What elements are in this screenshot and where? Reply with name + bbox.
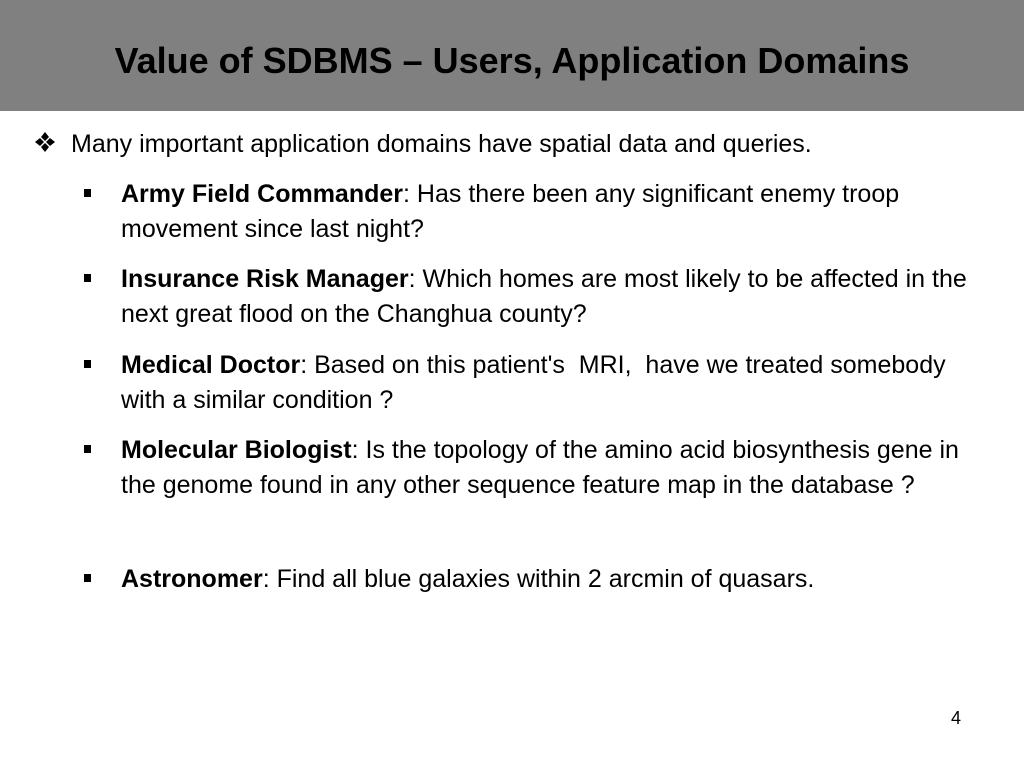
role-label: Molecular Biologist (121, 436, 352, 464)
list-item-text (121, 433, 991, 502)
separator: : (300, 351, 308, 379)
separator: : (403, 180, 410, 208)
title-bar (0, 0, 1024, 111)
role-label: Army Field Commander (121, 180, 404, 208)
role-question: Is the topology of the amino acid biosynthesis gene in the genome found in any other sequence feature map in the database ? (121, 436, 959, 499)
role-question: Which homes are most likely to be affected in the next great flood on the Changhua county? (121, 265, 967, 328)
role-label: Insurance Risk Manager (121, 265, 409, 293)
square-bullet-icon (84, 274, 91, 282)
square-bullet-icon (84, 360, 91, 368)
list-item-text (121, 562, 991, 597)
role-question: Find all blue galaxies within 2 arcmin of quasars. (269, 565, 815, 593)
square-bullet-icon (84, 574, 91, 582)
list-item-text (121, 177, 991, 246)
page-number: 4 (950, 708, 961, 728)
separator: : (351, 436, 359, 464)
separator: : (408, 265, 416, 293)
list-item-text (121, 262, 991, 331)
diamond-bullet-icon (34, 131, 56, 153)
list-item-text (121, 348, 991, 417)
square-bullet-icon (84, 445, 91, 453)
separator: : (262, 565, 270, 593)
slide-title: Value of SDBMS – Users, Application Domains (114, 40, 910, 81)
role-label: Medical Doctor (121, 351, 301, 379)
role-label: Astronomer (121, 565, 263, 593)
square-bullet-icon (84, 189, 91, 197)
role-question: Based on this patient's MRI, have we treated somebody with a similar condition ? (121, 351, 953, 414)
role-question: Has there been any significant enemy troop movement since last night? (121, 180, 900, 243)
intro-text: Many important application domains have spatial data and queries. (71, 130, 812, 158)
